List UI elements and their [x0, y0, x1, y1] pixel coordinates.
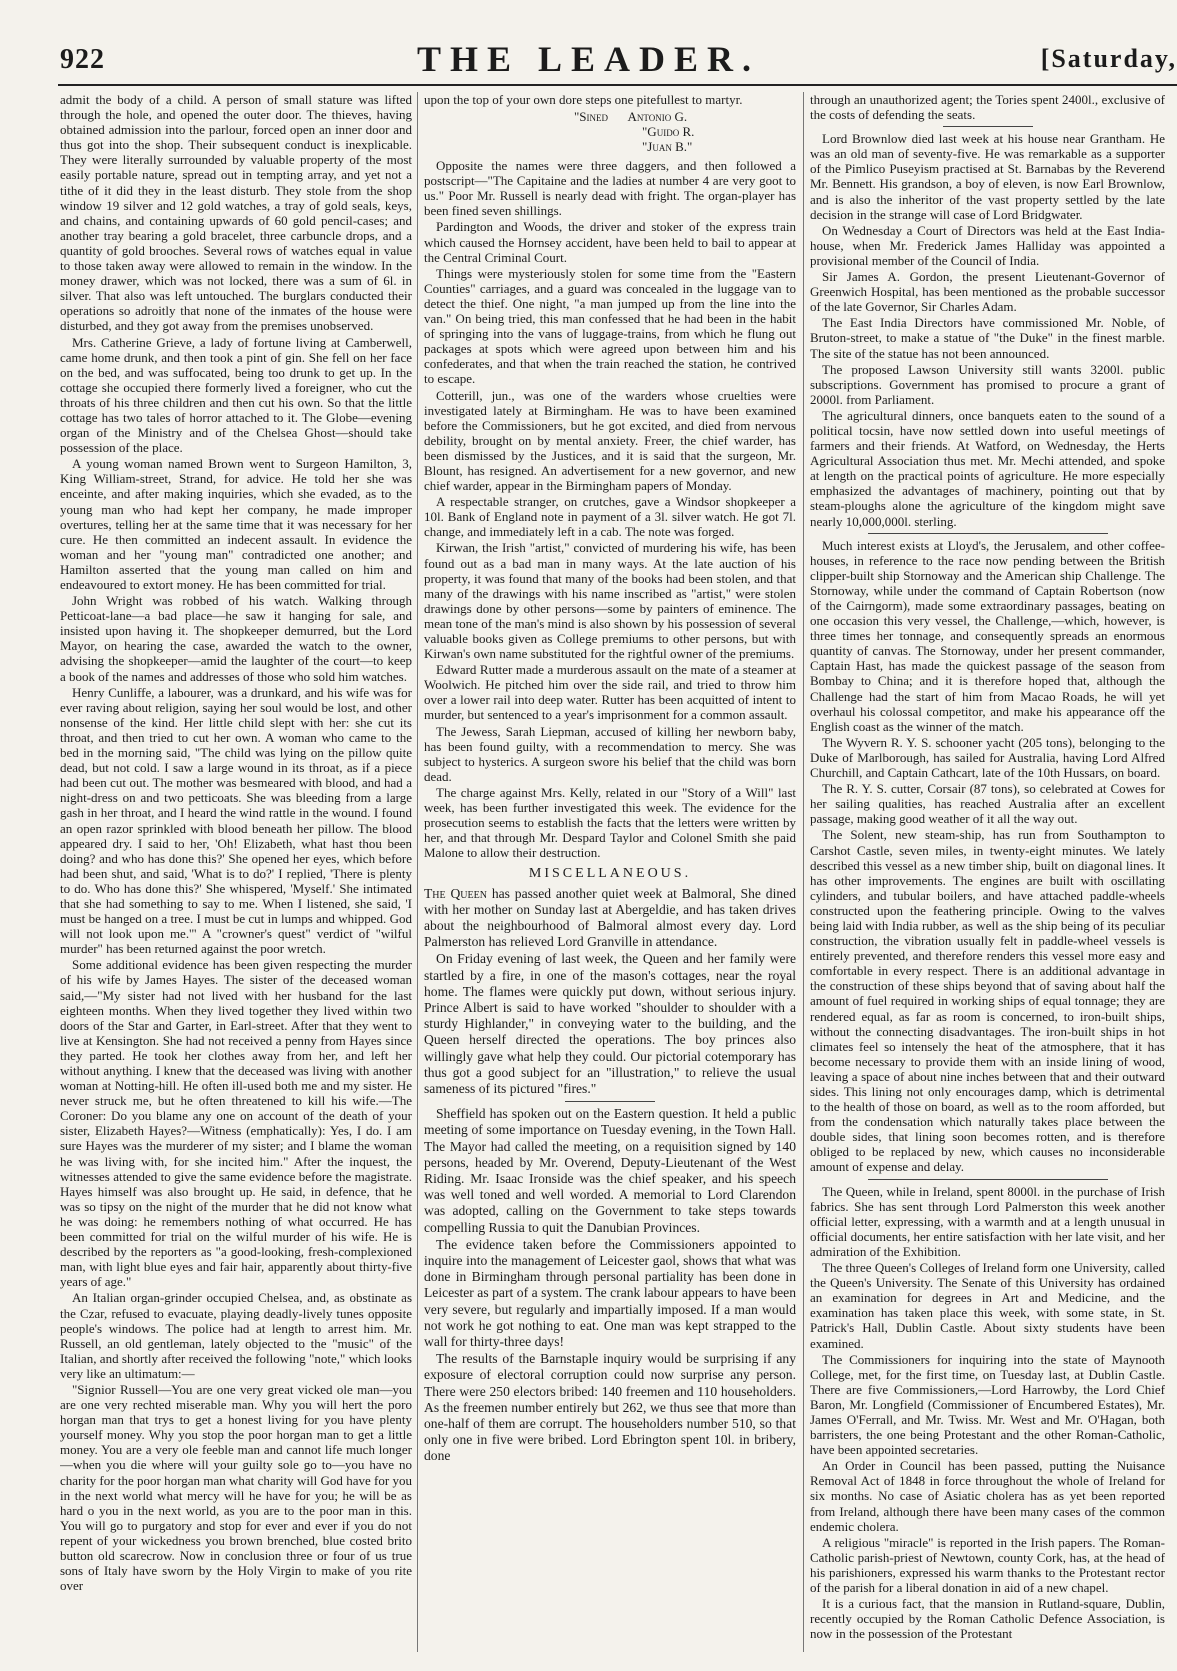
article-paragraph: The evidence taken before the Commissioners appointed to inquire into the management of Leicester gaol, shows that what was done in Birmingham through personal partiality has been done in Leicester as part of a system. The crank labour appears to have been very severe, but regularly and impartially imposed. If a man would not work he got nothing to eat. One man was kept strapped to the wall for thirty-three days! — [424, 1236, 796, 1349]
article-paragraph: Much interest exists at Lloyd's, the Jerusalem, and other coffee-houses, in reference to the race now pending between the British clipper-built ship Stornoway and the American ship Challenge. The Stornoway, while under the command of Captain Robertson (now of the Cairngorm), made some extraordinary passages, beating on one occasion this very vessel, the Challenge,—which, however, is three times her tonnage, and consequently spreads an enormous quantity of canvas. The Stornoway, under her present commander, Captain Hast, has made the quickest passage of the season from Bombay to China; and it is therefore hoped that, although the Challenge had the start of him from Macao Roads, he will yet overhaul his colossal competitor, and make his appearance off the English coast as the winner of the match. — [810, 537, 1165, 734]
article-paragraph: A respectable stranger, on crutches, gave a Windsor shopkeeper a 10l. Bank of England note in payment of a 3l. silver watch. He got 7l. change, and immediately left in a cab. The note was forged. — [424, 494, 796, 540]
masthead-title: THE LEADER. — [416, 39, 761, 79]
column-2 — [424, 92, 796, 1660]
letter-signatures — [424, 109, 796, 154]
article-paragraph: John Wright was robbed of his watch. Walking through Petticoat-lane—a bad place—he saw it hanging for sale, and insisted upon having it. The shopkeeper demurred, but the Lord Mayor, on hearing the case, awarded the watch to the owner, advising the shopkeeper—amid the laughter of the court—to keep a book of the names and addresses of those who sold him watches. — [60, 593, 412, 684]
lead-text: has passed another quiet week at Balmoral, She dined with her mother on Sunday last at Abergeldie, and has taken drives about the neighbourhood of Balmoral almost every day. Lord Palmerston has relieved Lord Granville in attendance. — [424, 885, 796, 950]
quoted-letter: "Signior Russell—You are one very great vicked ole man—you are one very rechted miserable man. Why you will hert the poro horgan man that trys to get a honest living for you have plenty yourself money. Why you stop the poor horgan man to get a little money. You are a very ole feeble man and cannot life much longer—when you die where will your guilty sole go to—you have no charity for the poor horgan man what charity will God have for you in the next world what mercy will he have for you; he will be as hard o you in the next world, as you are to the poor man in this. You will go to purgatory and stop for ever and ever if you do not repent of your wickedness you brown brenched, blue costed brito button old scarecrow. Now in conclusion three or four of us true sons of Italy have sworn by the Holy Virgin to make of you rite over — [60, 1381, 412, 1594]
separator-rule — [868, 1179, 1108, 1180]
signature-name: Antonio G. — [627, 109, 688, 125]
article-paragraph — [424, 886, 796, 951]
article-paragraph: The agricultural dinners, once banquets eaten to the sound of a political tocsin, have now settled down into useful meetings of farmers and their friends. At Watford, on Wednesday, the Herts Agricultural Association thus met. Mr. Mechi attended, and spoke at length on the practical points of agriculture. He more especially emphasized the advantages of machinery, pointing out that by steam-ploughs alone the agriculture of the kingdom might save nearly 10,000,000l. sterling. — [810, 407, 1165, 529]
issue-day: [Saturday, — [1040, 44, 1177, 73]
column-divider-1 — [417, 92, 418, 1652]
separator-rule — [868, 533, 1108, 534]
page-header — [0, 0, 1177, 92]
article-paragraph: An Order in Council has been passed, putting the Nuisance Removal Act of 1848 in force throughout the whole of Ireland for six months. No case of Asiatic cholera has as yet been reported from Ireland, although there have been many cases of the common endemic cholera. — [810, 1458, 1165, 1534]
article-paragraph: Henry Cunliffe, a labourer, was a drunkard, and his wife was for ever raving about religion, saying her soul would be lost, and other nonsense of the kind. Her little child slept with her: she cut its throat, and then tried to cut her own. A woman who came to the bed in the morning said, "The child was lying on the pillow quite dead, but not cold. I saw a large wound in its throat, as if a piece had been cut out. The mother was besmeared with blood, and had a night-dress on and two petticoats. She was bleeding from a large gash in her throat, and I heard the wind rattle in the wound. I found an open razor sprinkled with blood beneath her pillow. The blood appeared dry. I said to her, 'Oh! Elizabeth, what hast thou been doing? and who has done this?' She opened her eyes, which before had been shut, and said, 'What is to do?' I replied, 'There is plenty to do. Who has done this?' She whispered, 'Myself.' She intimated that she had something to say to me. When I listened, she said, 'I must be hanged on a tree. I must be cut in lumps and whipped. God will not look upon me.'" A "crowner's quest" verdict of "wilful murder" has been returned against the poor wretch. — [60, 684, 412, 957]
article-paragraph: An Italian organ-grinder occupied Chelsea, and, as obstinate as the Czar, refused to evacuate, playing deadly-lively tunes opposite people's windows. The police had at length to arrest him. Mr. Russell, an old gentleman, lately objected to the "music" of the Italian, and shortly after received the following "note," which looks very like an ultimatum:— — [60, 1290, 412, 1381]
article-paragraph: Opposite the names were three daggers, and then followed a postscript—"The Capitaine and the ladies at number 4 are very goot to us." Poor Mr. Russell is nearly dead with fright. The organ-player has been fined seven shillings. — [424, 158, 796, 219]
article-paragraph: The Queen, while in Ireland, spent 8000l. in the purchase of Irish fabrics. She has sent through Lord Palmerston this week another official letter, expressing, with a warmth and at a length unusual in official documents, her entire satisfaction with her late visit, and her admiration of the Exhibition. — [810, 1183, 1165, 1259]
signature-name: "Juan B." — [642, 139, 693, 155]
column-1 — [60, 92, 412, 1660]
article-paragraph: The proposed Lawson University still wants 3200l. public subscriptions. Government has promised to procure a grant of 2000l. from Parliament. — [810, 361, 1165, 407]
article-paragraph: The Wyvern R. Y. S. schooner yacht (205 tons), belonging to the Duke of Marlborough, has sailed for Australia, having Lord Alfred Churchill, and Captain Cathcart, late of the 10th Hussars, on board. — [810, 734, 1165, 781]
page-number: 922 — [60, 44, 105, 75]
article-paragraph: admit the body of a child. A person of small stature was lifted through the hole, and opened the outer door. The thieves, having obtained admission into the parlour, forced open an inner door and thus got into the shop. Their subsequent conduct is inexplicable. They were literally surrounded by valuable property of the most easily portable nature, spread out in tempting array, and yet not a tithe of it did they in the least disturb. They stole from the shop window 19 silver and 12 gold watches, a tray of gold seals, keys, and chains, and containing upwards of 60 gold pencil-cases; and another tray bearing a gold bracelet, three carbuncle drops, and a quantity of gold brooches. Several rows of watches equal in value to those taken away were allowed to remain in the window. In the money drawer, which was not locked, there was a sum of 6l. in silver. That also was left untouched. The burglars conducted their operations so adroitly that none of the inmates of the house were disturbed, and they got away from the premises unobserved. — [60, 92, 412, 334]
column-3 — [810, 92, 1165, 1660]
separator-rule — [565, 1101, 655, 1102]
article-paragraph: The charge against Mrs. Kelly, related in our "Story of a Will" last week, has been further investigated this week. The evidence for the prosecution seems to establish the facts that the letters were written by her, and that through Mr. Despard Taylor and Colonel Smith she paid Malone to allow their destruction. — [424, 784, 796, 861]
signature-name: "Guido R. — [642, 124, 695, 140]
article-paragraph: Pardington and Woods, the driver and stoker of the express train which caused the Hornsey accident, have been held to bail to appear at the Central Criminal Court. — [424, 219, 796, 265]
article-paragraph: The Jewess, Sarah Liepman, accused of killing her newborn baby, has been found guilty, with a recommendation to mercy. She was subject to hysterics. A surgeon swore his belief that the child was born dead. — [424, 723, 796, 784]
article-paragraph: Sir James A. Gordon, the present Lieutenant-Governor of Greenwich Hospital, has been mentioned as the probable successor of the late Governor, Sir Charles Adam. — [810, 269, 1165, 315]
article-paragraph: It is a curious fact, that the mansion in Rutland-square, Dublin, recently occupied by the Roman Catholic Defence Association, is now in the possession of the Protestant — [810, 1596, 1165, 1642]
article-paragraph: Sheffield has spoken out on the Eastern question. It held a public meeting of some importance on Tuesday evening, in the Town Hall. The Mayor had called the meeting, on a requisition signed by 140 persons, headed by Mr. Overend, Deputy-Lieutenant of the West Riding. Mr. Isaac Ironside was the chief speaker, and his speech was well toned and well worded. A memorial to Lord Clarendon was adopted, calling on the Government to take steps towards compelling Russia to quit the Danubian Provinces. — [424, 1106, 796, 1235]
article-paragraph: The Commissioners for inquiring into the state of Maynooth College, met, for the first time, on Tuesday last, at Dublin Castle. There are five Commissioners,—Lord Harrowby, the Lord Chief Baron, Mr. Longfield (Commissioner of Encumbered Estates), Mr. James O'Ferrall, and Mr. Twiss. Mr. West and Mr. O'Hagan, both barristers, the one being Protestant and the other Roman-Catholic, have been appointed secretaries. — [810, 1351, 1165, 1458]
article-paragraph: The results of the Barnstaple inquiry would be surprising if any exposure of electoral corruption could now surprise any person. There were 250 electors bribed: 140 freemen and 110 householders. As the freemen number entirely but 262, we thus see that more than one-half of them are corrupt. The householders number 510, so that only one in five were bribed. Lord Ebrington spent 10l. in bribery, done — [424, 1351, 796, 1464]
article-paragraph: Kirwan, the Irish "artist," convicted of murdering his wife, has been found out as a bad man in many ways. At the late auction of his property, it was found that many of the books had been stolen, and that many of the drawings with his name inscribed as "artist," were stolen drawings done by other persons—some by painters of eminence. The mean tone of the man's mind is also shown by his possession of several valuable books given as College premiums to other persons, but with Kirwan's own name substituted for the rightful owner of the premiums. — [424, 540, 796, 662]
signature-lead: "Sined — [574, 109, 609, 125]
article-paragraph: Things were mysteriously stolen for some time from the "Eastern Counties" carriages, and a guard was concealed in the luggage van to detect the thief. One night, "a man jumped up from the line into the van." On being tried, this man confessed that he had been in the habit of springing into the vans of luggage-trains, from which he flung out packages at spots which were agreed upon between him and his confederates, and that when the train reached the station, he contrived to escape. — [424, 265, 796, 387]
article-paragraph: The R. Y. S. cutter, Corsair (87 tons), so celebrated at Cowes for her sailing qualities, has reached Australia after an excellent passage, making good weather of it all the way out. — [810, 781, 1165, 827]
article-paragraph: upon the top of your own dore steps one pitefullest to martyr. — [424, 92, 743, 107]
article-paragraph: Mrs. Catherine Grieve, a lady of fortune living at Camberwell, came home drunk, and then took a pint of gin. She fell on her face on the bed, and was suffocated, being too drunk to get up. In the cottage she occupied there formerly lived a foreigner, who cut the throats of his three children and then cut his own. So that the little cottage has two tales of horror attached to it. The Globe—evening organ of the Ministry and of the Chelsea Ghost—should take possession of the place. — [60, 334, 412, 456]
article-paragraph: The three Queen's Colleges of Ireland form one University, called the Queen's University. The Senate of this University has ordained an examination for degrees in Art and Medicine, and the examination has taken place this week, with some state, in St. Patrick's Hall, Dublin Castle. About sixty students have been examined. — [810, 1260, 1165, 1351]
article-paragraph: On Wednesday a Court of Directors was held at the East India-house, when Mr. Frederick James Halliday was appointed a provisional member of the Council of India. — [810, 222, 1165, 268]
column-divider-2 — [803, 92, 804, 1652]
article-paragraph: The Solent, new steam-ship, has run from Southampton to Carshot Castle, seven miles, in twenty-eight minutes. We lately described this vessel as a new timber ship, built on diagonal lines. It has other improvements. The engines are built with oscillating cylinders, and tubular boilers, and have attached paddle-wheels constructed upon the feathering principle. Owing to the valves being laid with India rubber, as well as the ship being of its peculiar construction, the vibration usually felt in paddle-wheel vessels is entirely prevented, and therefore renders this vessel more easy and comfortable in every respect. There is an additional advantage in the construction of these ships beyond that of saving about half the amount of fuel required in working ships of equal tonnage; they are rendered equal, as far as room is concerned, to iron-built ships, without the connecting disadvantages. The iron-built ships in hot climates feel so intensely the heat of the atmosphere, that it has become necessary to provide them with an inside lining of wood, leaving a space of about nine inches between that and their outward sides. This lining not only encourages damp, which is detrimental to the health of those on board, as well as to the room afforded, but from the condensation which naturally takes place between the double sides, that lining soon becomes rotten, and is therefore obliged to be replaced by new, which causes no inconsiderable amount of expense and delay. — [810, 827, 1165, 1175]
article-paragraph: A religious "miracle" is reported in the Irish papers. The Roman-Catholic parish-priest of Newtown, county Cork, has, at the head of his parishioners, expressed his warm thanks to the Protestant rector of the parish for a liberal donation in aid of a new chapel. — [810, 1534, 1165, 1595]
lead-words: The Queen — [424, 885, 487, 901]
article-paragraph: On Friday evening of last week, the Queen and her family were startled by a fire, in one of the mason's cottages, near the royal home. The flames were quickly put down, without serious injury. Prince Albert is said to have worked "shoulder to shoulder with a sturdy Highlander," in conveying water to the building, and the Queen herself directed the operations. The boy princes also willingly gave what help they could. Our pictorial cotemporary has thus got a good subject for an "illustration," to relieve the usual sameness of its pictured "fires." — [424, 951, 796, 1096]
article-paragraph: Some additional evidence has been given respecting the murder of his wife by James Hayes. The sister of the deceased woman said,—"My sister had not lived with her husband for the last eighteen months. When they lived together they lived within two doors of the Star and Garter, in Earl-street. After that they went to live at Kensington. She had not received a penny from Hayes since they parted. He took her clothes away from her, and left her without anything. I knew that the deceased was living with another woman at Notting-hill. He often ill-used both me and my sister. He never struck me, but he often threatened to kill his wife.—The Coroner: Do you blame any one on account of the death of your sister, Elizabeth Hayes?—Witness (emphatically): Yes, I do. I am sure Hayes was the murderer of my sister; and I blame the woman he was living with, for she incited him." After the inquest, the witnesses attended to give the same evidence before the magistrate. Hayes himself was also brought up. He said, in defence, that he was so tipsy on the night of the murder that he did not know what he was doing: he remembers nothing of what occurred. He has been committed for trial on the wilful murder of his wife. He is described by the reporters as "a good-looking, fresh-complexioned man, with light blue eyes and fair hair, apparently about thirty-five years of age." — [60, 957, 412, 1290]
article-paragraph: Cotterill, jun., was one of the warders whose cruelties were investigated lately at Birmingham. He was to have been examined before the Commissioners, but he got excited, and died from nervous debility, brought on by mental anxiety. Freer, the chief warder, has been dismissed by the Justices, and it is said that the surgeon, Mr. Blount, has resigned. An advertisement for a new governor, and new chief warder, appear in the Birmingham papers of Monday. — [424, 387, 796, 494]
article-paragraph: Edward Rutter made a murderous assault on the mate of a steamer at Woolwich. He pitched him over the side rail, and tried to throw him over a lower rail into deep water. Rutter has been acquitted of intent to murder, but sentenced to a year's imprisonment for a common assault. — [424, 662, 796, 723]
article-paragraph: A young woman named Brown went to Surgeon Hamilton, 3, King William-street, Strand, for advice. He told her she was enceinte, and after making inquiries, which she evaded, as to the young man who had kept her company, he made improper overtures, telling her at the same time that it was necessary for her cure. He then committed an indecent assault. In evidence the woman and her "young man" contradicted one another; and Hamilton asserted that the young man called on him and endeavoured to extort money. He has been committed for trial. — [60, 456, 412, 592]
article-paragraph: Lord Brownlow died last week at his house near Grantham. He was an old man of seventy-five. He was remarkable as a supporter of the Pimlico Puseyism practised at St. Barnabas by the Reverend Mr. Bennett. His grandson, a boy of eleven, is now Earl Brownlow, and is also the inheritor of the vast property settled by the late decision in the strange will case of Lord Bridgwater. — [810, 131, 1165, 222]
separator-rule — [943, 126, 1033, 127]
article-paragraph: through an unauthorized agent; the Tories spent 2400l., exclusive of the costs of defending the seats. — [810, 92, 1165, 123]
header-rule — [58, 84, 1177, 86]
section-heading: MISCELLANEOUS. — [528, 866, 692, 882]
article-paragraph: The East India Directors have commissioned Mr. Noble, of Bruton-street, to make a statue of "the Duke" in the finest marble. The site of the statue has not been announced. — [810, 315, 1165, 361]
